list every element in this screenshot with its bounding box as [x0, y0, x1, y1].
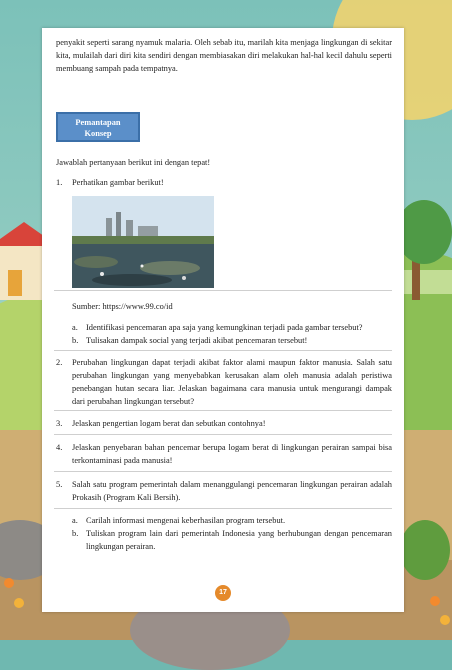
tree-bottom-right: [400, 520, 450, 580]
question-1a-text: Identifikasi pencemaran apa saja yang kemungkinan terjadi pada gambar tersebut?: [86, 323, 363, 332]
question-2-number: 2.: [56, 358, 63, 367]
flower-icon: [430, 596, 440, 606]
question-3-text: Jelaskan pengertian logam berat dan sebutkan contohnya!: [72, 419, 266, 428]
question-3-number: 3.: [56, 419, 63, 428]
concept-box-line2: Konsep: [84, 129, 112, 138]
question-5-number: 5.: [56, 480, 63, 489]
background-house: [0, 240, 46, 300]
document-page: [42, 28, 404, 612]
question-4-text: Jelaskan penyebaran bahan pencemar berupa logam berat di lingkungan perairan sampai bisa terkontaminasi pada manusia!: [72, 443, 392, 465]
question-4-number: 4.: [56, 443, 63, 452]
section-divider: [54, 290, 392, 291]
question-5b-label: b.: [72, 529, 79, 538]
section-divider: [54, 471, 392, 472]
question-5b-text: Tuliskan program lain dari pemerintah Indonesia yang berhubungan dengan pencemaran lingkungan perairan.: [86, 529, 392, 551]
flower-icon: [440, 615, 450, 625]
question-1-text: Perhatikan gambar berikut!: [72, 178, 164, 187]
question-5-text: Salah satu program pemerintah dalam menanggulangi pencemaran lingkungan perairan adalah Prokasih (Program Kali Bersih).: [72, 480, 392, 502]
question-1-number: 1.: [56, 178, 63, 187]
question-2-text: Perubahan lingkungan dapat terjadi akibat faktor alami maupun faktor manusia. Salah satu perubahan lingkungan yang menyebabkan kerusakan alam oleh manusia adalah peristiwa penebangan hutan secara liar. Jelaskan bagaimana cara manusia untuk mengurangi dampak dari perubahan lingkungan tersebut?: [72, 358, 392, 406]
house-door: [8, 270, 22, 296]
polluted-river-photo: [72, 196, 214, 288]
question-1a-label: a.: [72, 323, 78, 332]
flower-icon: [4, 578, 14, 588]
intro-paragraph: penyakit seperti sarang nyamuk malaria. Oleh sebab itu, marilah kita menjaga lingkungan di sekitar kita, mulailah dari diri kita sendiri dengan membiasakan diri melakukan hal-hal kecil dahulu seperti membuang sampah pada tempatnya.: [56, 38, 392, 73]
polluted-river-image: [72, 196, 214, 288]
page-number: 17: [215, 585, 231, 601]
question-5a-text: Carilah informasi mengenai keberhasilan program tersebut.: [86, 516, 286, 525]
concept-box: [56, 112, 140, 142]
question-5a-label: a.: [72, 516, 78, 525]
section-divider: [54, 434, 392, 435]
section-divider: [54, 410, 392, 411]
tree-right: [396, 200, 452, 264]
section-divider: [54, 350, 392, 351]
section-divider: [54, 508, 392, 509]
question-1b-text: Tulisakan dampak social yang terjadi akibat pencemaran tersebut!: [86, 336, 308, 345]
flower-icon: [14, 598, 24, 608]
question-1b-label: b.: [72, 336, 79, 345]
image-source: Sumber: https://www.99.co/id: [72, 302, 173, 311]
instruction-text: Jawablah pertanyaan berikut ini dengan tepat!: [56, 158, 211, 167]
concept-box-line1: Pemantapan: [75, 118, 121, 127]
